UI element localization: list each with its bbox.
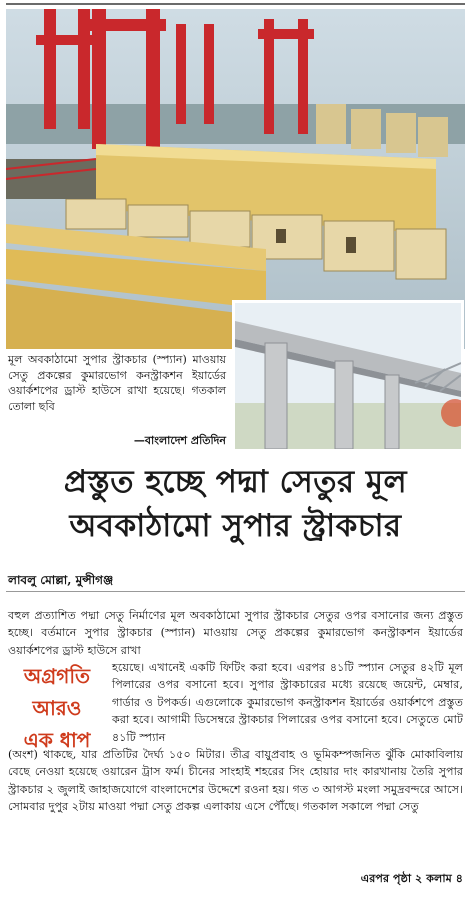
top-rule xyxy=(6,3,465,5)
article-paragraph-right: হয়েছে। এখানেই একটি ফিটিং করা হবে। এরপর ৪১টি স্প্যান সেতুর ৪২টি মূল পিলারের ওপর বসানো হবে। সুপার স্ট্রাকচারের মধ্যে রয়েছে জয়েন্ট, মেম্বার, গার্ডার ও টপকর্ড। এগুলোকে কুমারভোগ কনস্ট্রাকশন ইয়ার্ডের ওয়ার্কশপে প্রস্তুত করা হবে। আগামী ডিসেম্বরে স্ট্রাকচার পিলারের ওপর বসানো হবে। সেতুতে মোট ৪১টি স্প্যান xyxy=(112,661,463,744)
pull-quote xyxy=(8,660,106,756)
main-photo xyxy=(6,9,465,349)
article-paragraph-bottom-wrap xyxy=(8,746,463,886)
byline: লাবলু মোল্লা, মুন্সীগঞ্জ xyxy=(8,573,114,587)
headline xyxy=(6,460,465,548)
pull-quote-line-2: আরও xyxy=(32,696,82,720)
article-paragraph-top: বহুল প্রত্যাশিত পদ্মা সেতু নির্মাণের মূল অবকাঠামো সুপার স্ট্রাকচার সেতুর ওপর বসানোর জন্য প্রস্তুত হচ্ছে। বর্তমানে সুপার স্ট্রাকচার (স্প্যান) মাওয়ায় সেতু প্রকল্পের কুমারভোগ কনস্ট্রাকশন ইয়ার্ডের ওয়ার্কশপের ড্রাস্ট হাউসে রাখা xyxy=(8,609,463,657)
pull-quote-line-1: অগ্রগতি xyxy=(23,664,91,688)
article-paragraph-bottom: (অংশ) থাকছে, যার প্রতিটির দৈর্ঘ্য ১৫০ মিটার। তীব্র বায়ুপ্রবাহ ও ভূমিকম্পজনিত ঝুঁকি মোকাবিলায় বেছে নেওয়া হয়েছে ওয়ারেন ট্রাস ফর্ম। চীনের সাংহাই শহরের সিং হোয়ার দাং কারখানায় তৈরি সুপার স্ট্রাকচার ২ জুলাই জাহাজযোগে বাংলাদেশের উদ্দেশে রওনা হয়। গত ৩ আগস্ট মংলা সমুদ্রবন্দরে আসে। সোমবার দুপুর ২টায় মাওয়া পদ্মা সেতু প্রকল্প এলাকায় এসে পৌঁছে। গতকাল সকালে পদ্মা সেতু xyxy=(8,748,463,814)
photo-credit: —বাংলাদেশ প্রতিদিন xyxy=(133,434,226,447)
headline-line-1: প্রস্তুত হচ্ছে পদ্মা সেতুর মূল xyxy=(63,464,408,500)
headline-line-2: অবকাঠামো সুপার স্ট্রাকচার xyxy=(69,508,402,544)
byline-divider xyxy=(6,591,465,592)
continued-on-link[interactable]: এরপর পৃষ্ঠা ২ কলাম ৪ xyxy=(355,870,463,889)
inset-photo xyxy=(232,300,464,452)
pull-quote-line-3: এক ধাপ xyxy=(23,728,91,752)
photo-caption: মূল অবকাঠামো সুপার স্ট্রাকচার (স্প্যান) মাওয়ায় সেতু প্রকল্পের কুমারভোগ কনস্ট্রাকশন ইয়ার্ডের ওয়ার্কশপের ড্রাস্ট হাউসে রাখা হয়েছে। গতকাল তোলা ছবি xyxy=(8,353,226,413)
